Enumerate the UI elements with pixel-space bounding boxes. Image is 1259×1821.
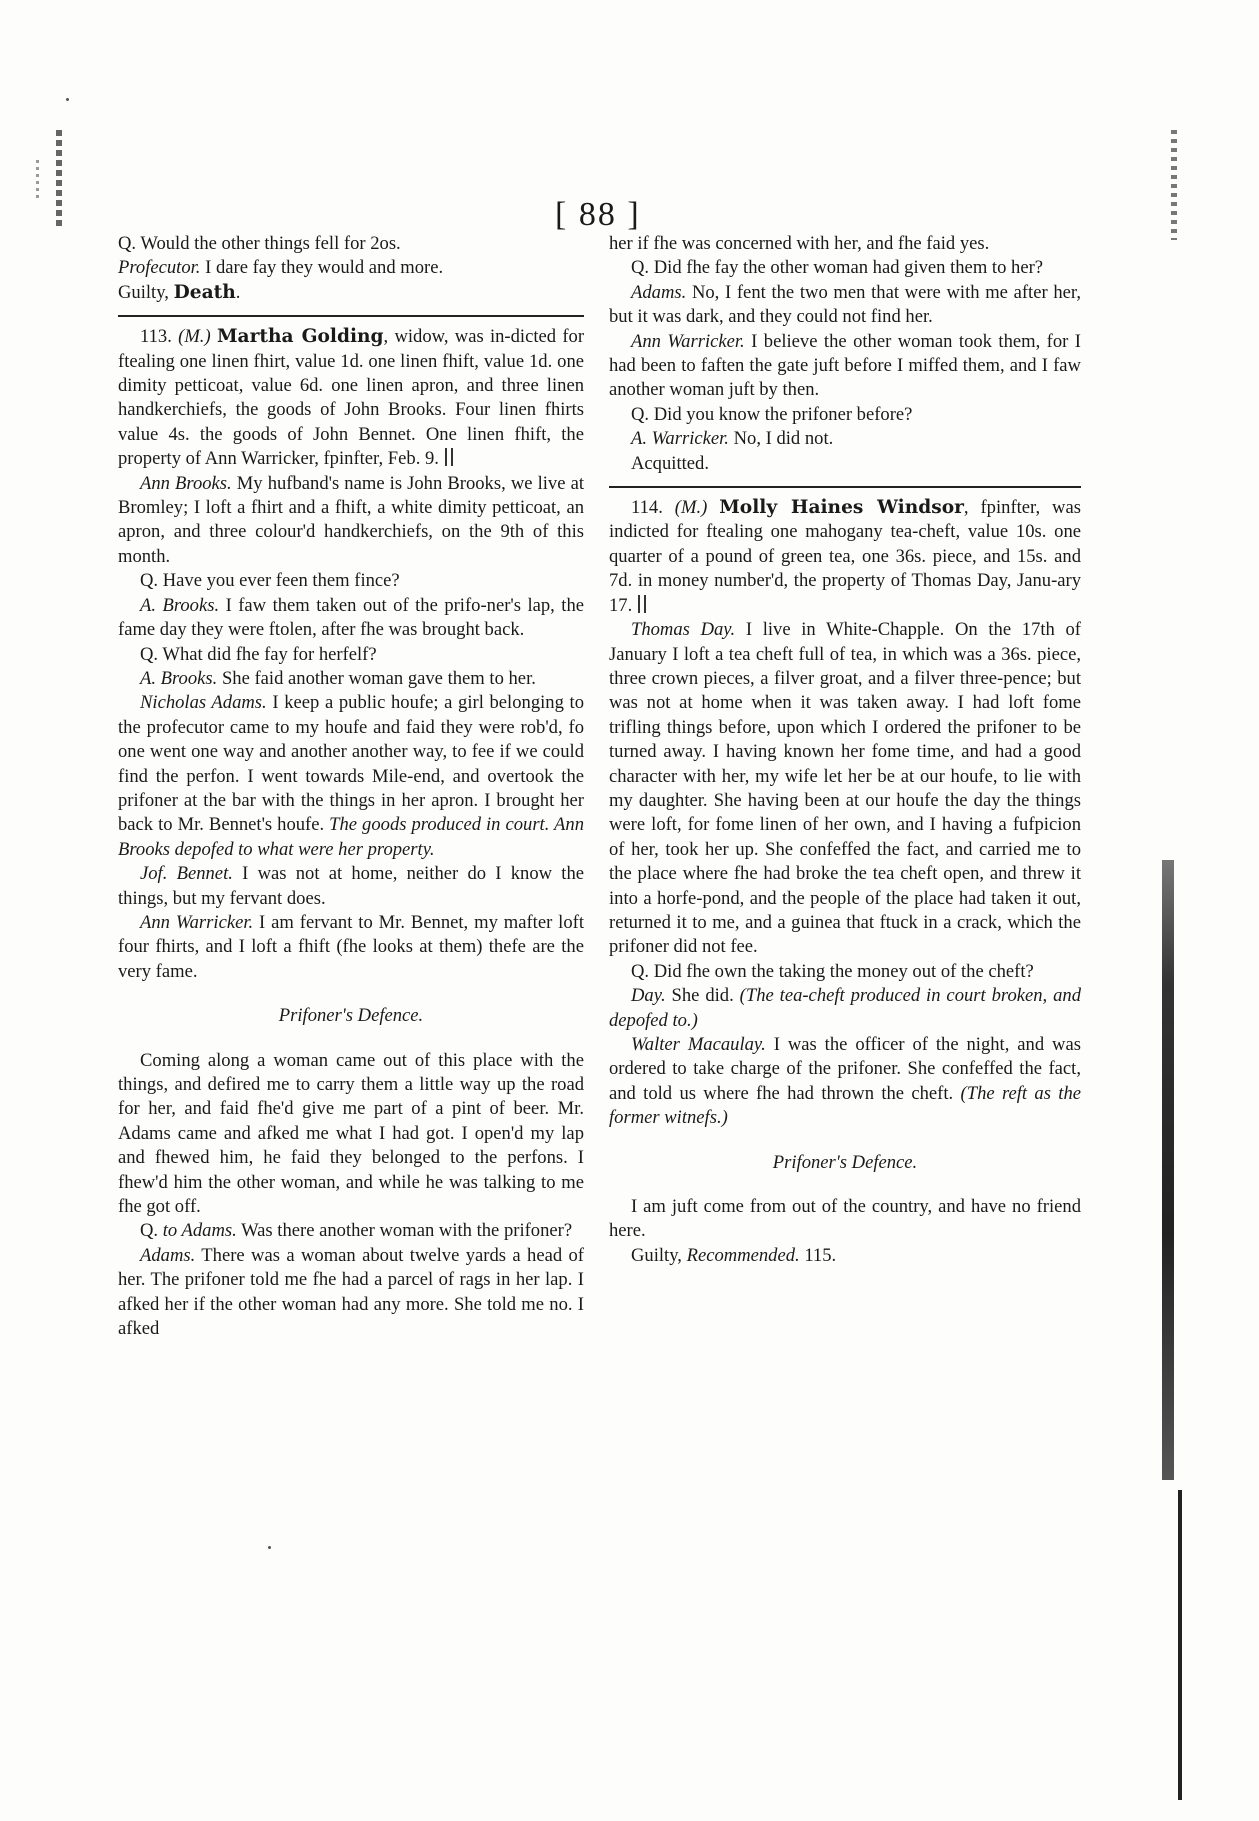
italic-text: Profecutor. bbox=[118, 257, 201, 279]
speck bbox=[268, 1546, 271, 1549]
paragraph bbox=[609, 1244, 1081, 1268]
paragraph bbox=[609, 330, 1081, 403]
paragraph bbox=[609, 256, 1081, 280]
text-run: . bbox=[235, 281, 241, 303]
paragraph bbox=[118, 1049, 584, 1220]
left-margin-mark-faint bbox=[36, 160, 39, 200]
italic-text: Adams. bbox=[140, 1244, 196, 1266]
text-run: Guilty, bbox=[118, 281, 174, 303]
text-run: 115. bbox=[799, 1244, 837, 1266]
text-run: I was not at home, neither do I know the things, but my fervant does. bbox=[118, 863, 584, 909]
section-rule bbox=[118, 315, 584, 317]
paragraph bbox=[118, 256, 584, 280]
italic-text: A. Brooks. bbox=[140, 667, 218, 689]
text-run: 114. bbox=[631, 497, 675, 519]
end-mark-icon bbox=[445, 448, 453, 466]
right-margin-mark bbox=[1171, 130, 1177, 240]
text-run: Q. Did fhe own the taking the money out of the cheft? bbox=[631, 960, 1034, 982]
text-run: I was the officer of the night, and was ordered to take charge of the prifoner. She confeffed the fact, and told us where fhe had thrown the cheft. bbox=[609, 1034, 1081, 1104]
text-run: My hufband's name is John Brooks, we live at Bromley; I loft a fhirt and a fhift, a white dimity petticoat, an apron, and three colour'd handkerchiefs, on the 9th of this month. bbox=[118, 472, 584, 567]
text-run: Q. What did fhe fay for herfelf? bbox=[140, 643, 377, 665]
italic-text: (M.) bbox=[674, 497, 708, 519]
italic-text: Ann Warricker. bbox=[631, 330, 745, 352]
italic-text: Jof. Bennet. bbox=[140, 863, 233, 885]
paragraph bbox=[118, 472, 584, 570]
italic-text: Adams. bbox=[631, 281, 687, 303]
right-edge-shadow bbox=[1162, 860, 1174, 1480]
paragraph bbox=[118, 1244, 584, 1342]
italic-text: The goods produced in court. Ann Brooks depofed to what were her property. bbox=[118, 814, 584, 860]
text-run: There was a woman about twelve yards a head of her. The prifoner told me fhe had a parcel of rags in her lap. I afked her if the other woman had any more. She told me no. I afked bbox=[118, 1244, 584, 1340]
text-run: Guilty, bbox=[631, 1244, 687, 1266]
text-run: I live in White-Chapple. On the 17th of January I loft a tea cheft full of tea, in which was a 36s. piece, three crown pieces, a filver groat, and a filver three-pence; but was not at home when it was taken away. I had loft fome trifling things before, upon which I ordered the prifoner to be turned away. I having known her fome time, and had a good character with her, my wife let her be at our houfe, to lie with my daughter. She having been at our houfe the day the things were loft, for fome linen of her own, and I having a fufpicion of her, took her up. She confeffed the fact, and carried me to the place where fhe had broke the tea cheft open, and threw it into a horfe-pond, and the people of the place had taken it out, returned it to me, and a guinea that ftuck in a crack, which the prifoner did not fee. bbox=[609, 619, 1081, 958]
italic-text: (The reft as the former witnefs.) bbox=[609, 1082, 1081, 1129]
text-run: Was there another woman with the prifoner? bbox=[236, 1220, 573, 1242]
paragraph bbox=[118, 281, 584, 305]
text-run: I dare fay they would and more. bbox=[200, 257, 444, 279]
text-run: I believe the other woman took them, for I had been to faften the gate juft before I miffed them, and I faw another woman juft by then. bbox=[609, 330, 1081, 401]
paragraph bbox=[118, 594, 584, 643]
paragraph bbox=[609, 403, 1081, 427]
text-run: I am fervant to Mr. Bennet, my mafter loft four fhirts, and I loft a fhift (fhe looks at them) thefe are the very fame. bbox=[118, 911, 584, 982]
italic-text: (The tea-cheft produced in court broken, and depofed to.) bbox=[609, 985, 1081, 1031]
paragraph bbox=[118, 1219, 584, 1243]
paragraph bbox=[118, 667, 584, 691]
italic-text: Ann Brooks. bbox=[140, 472, 232, 494]
paragraph bbox=[118, 643, 584, 667]
paragraph bbox=[609, 452, 1081, 476]
italic-text: A. Warricker. bbox=[631, 428, 729, 450]
text-run: Q. Did fhe fay the other woman had given them to her? bbox=[631, 257, 1044, 279]
italic-text: Recommended. bbox=[686, 1244, 800, 1266]
paragraph bbox=[118, 862, 584, 911]
paragraph bbox=[609, 281, 1081, 330]
text-run: I faw them taken out of the prifo-ner's lap, the fame day they were ftolen, after fhe was brought back. bbox=[118, 594, 584, 641]
paragraph bbox=[609, 960, 1081, 984]
left-margin-mark bbox=[56, 130, 62, 230]
paragraph bbox=[118, 232, 584, 256]
text-run: 113. bbox=[140, 326, 179, 348]
paragraph bbox=[118, 911, 584, 984]
paragraph bbox=[609, 1033, 1081, 1131]
page-number: [ 88 ] bbox=[555, 196, 641, 233]
text-run: her if fhe was concerned with her, and fhe faid yes. bbox=[609, 233, 990, 254]
italic-text: Day. bbox=[631, 985, 666, 1007]
text-run: , widow, was in-dicted for ftealing one linen fhirt, value 1d. one linen fhift, value 1d. one dimity petticoat, value 6d. one linen apron, and three linen handkerchiefs, the goods of John Brooks. Four linen fhirts value 4s. the goods of John Bennet. One linen fhift, the property of Ann Warricker, fpinfter, Feb. 9. bbox=[118, 326, 585, 470]
paragraph bbox=[118, 569, 584, 593]
italic-text: Walter Macaulay. bbox=[631, 1034, 766, 1055]
text-run: I am juft come from out of the country, and have no friend here. bbox=[609, 1196, 1081, 1242]
italic-text: Ann Warricker. bbox=[140, 911, 254, 933]
text-run: Q. Have you ever feen them fince? bbox=[140, 570, 400, 592]
text-run: Q. bbox=[140, 1220, 163, 1242]
italic-text: (M.) bbox=[178, 326, 211, 348]
paragraph bbox=[609, 427, 1081, 451]
blackletter-name: Death bbox=[173, 281, 236, 303]
text-run: She faid another woman gave them to her. bbox=[217, 667, 536, 689]
paragraph bbox=[609, 984, 1081, 1033]
paragraph bbox=[609, 496, 1081, 618]
paragraph bbox=[118, 691, 584, 862]
section-heading: Prifoner's Defence. bbox=[278, 1005, 424, 1027]
text-run: No, I fent the two men that were with me after her, but it was dark, and they could not find her. bbox=[609, 281, 1081, 328]
text-run: No, I did not. bbox=[728, 428, 834, 450]
blackletter-name: Molly Haines Windsor bbox=[719, 497, 964, 519]
blackletter-name: Martha Golding bbox=[216, 326, 384, 348]
text-run: , fpinfter, was indicted for ftealing one mahogany tea-cheft, value 10s. one quarter of a pound of green tea, one 36s. piece, and 15s. and 7d. in money number'd, the property of Thomas Day, Janu-ary 17. bbox=[609, 497, 1081, 616]
italic-text: A. Brooks. bbox=[140, 594, 220, 616]
paragraph bbox=[118, 325, 584, 471]
paragraph bbox=[609, 232, 1081, 256]
section-heading: Prifoner's Defence. bbox=[772, 1151, 918, 1173]
section-rule bbox=[609, 486, 1081, 488]
right-edge-shadow-lower bbox=[1178, 1490, 1182, 1800]
text-run: She did. bbox=[665, 985, 740, 1007]
text-run: Acquitted. bbox=[631, 452, 709, 474]
paragraph bbox=[609, 1195, 1081, 1244]
text-run: Q. Did you know the prifoner before? bbox=[631, 403, 913, 425]
italic-text: Thomas Day. bbox=[631, 619, 736, 641]
text-run: I keep a public houfe; a girl belonging to the profecutor came to my houfe and faid they were rob'd, fo one went one way and another another way, to fee if we could find the perfon. I went towards Mile-end, and overtook the prifoner at the bar with the things in her apron. I brought her back to Mr. Bennet's houfe. bbox=[118, 692, 584, 836]
text-run: Q. Would the other things fell for 2os. bbox=[118, 233, 401, 254]
italic-text: to Adams. bbox=[162, 1220, 237, 1242]
right-column bbox=[609, 232, 1081, 1268]
paragraph bbox=[609, 618, 1081, 960]
left-column bbox=[118, 232, 584, 1341]
italic-text: Nicholas Adams. bbox=[140, 692, 267, 714]
text-run: Coming along a woman came out of this place with the things, and defired me to carry them a little way up the road for her, and faid fhe'd give me part of a pint of beer. Mr. Adams came and afked me what I had got. I open'd my lap and fhewed him, he faid they belonged to the perfons. I fhew'd him the other woman, and while he was talking to me fhe got off. bbox=[118, 1049, 584, 1218]
end-mark-icon bbox=[638, 595, 646, 613]
speck bbox=[66, 98, 69, 101]
text-run bbox=[707, 497, 719, 518]
